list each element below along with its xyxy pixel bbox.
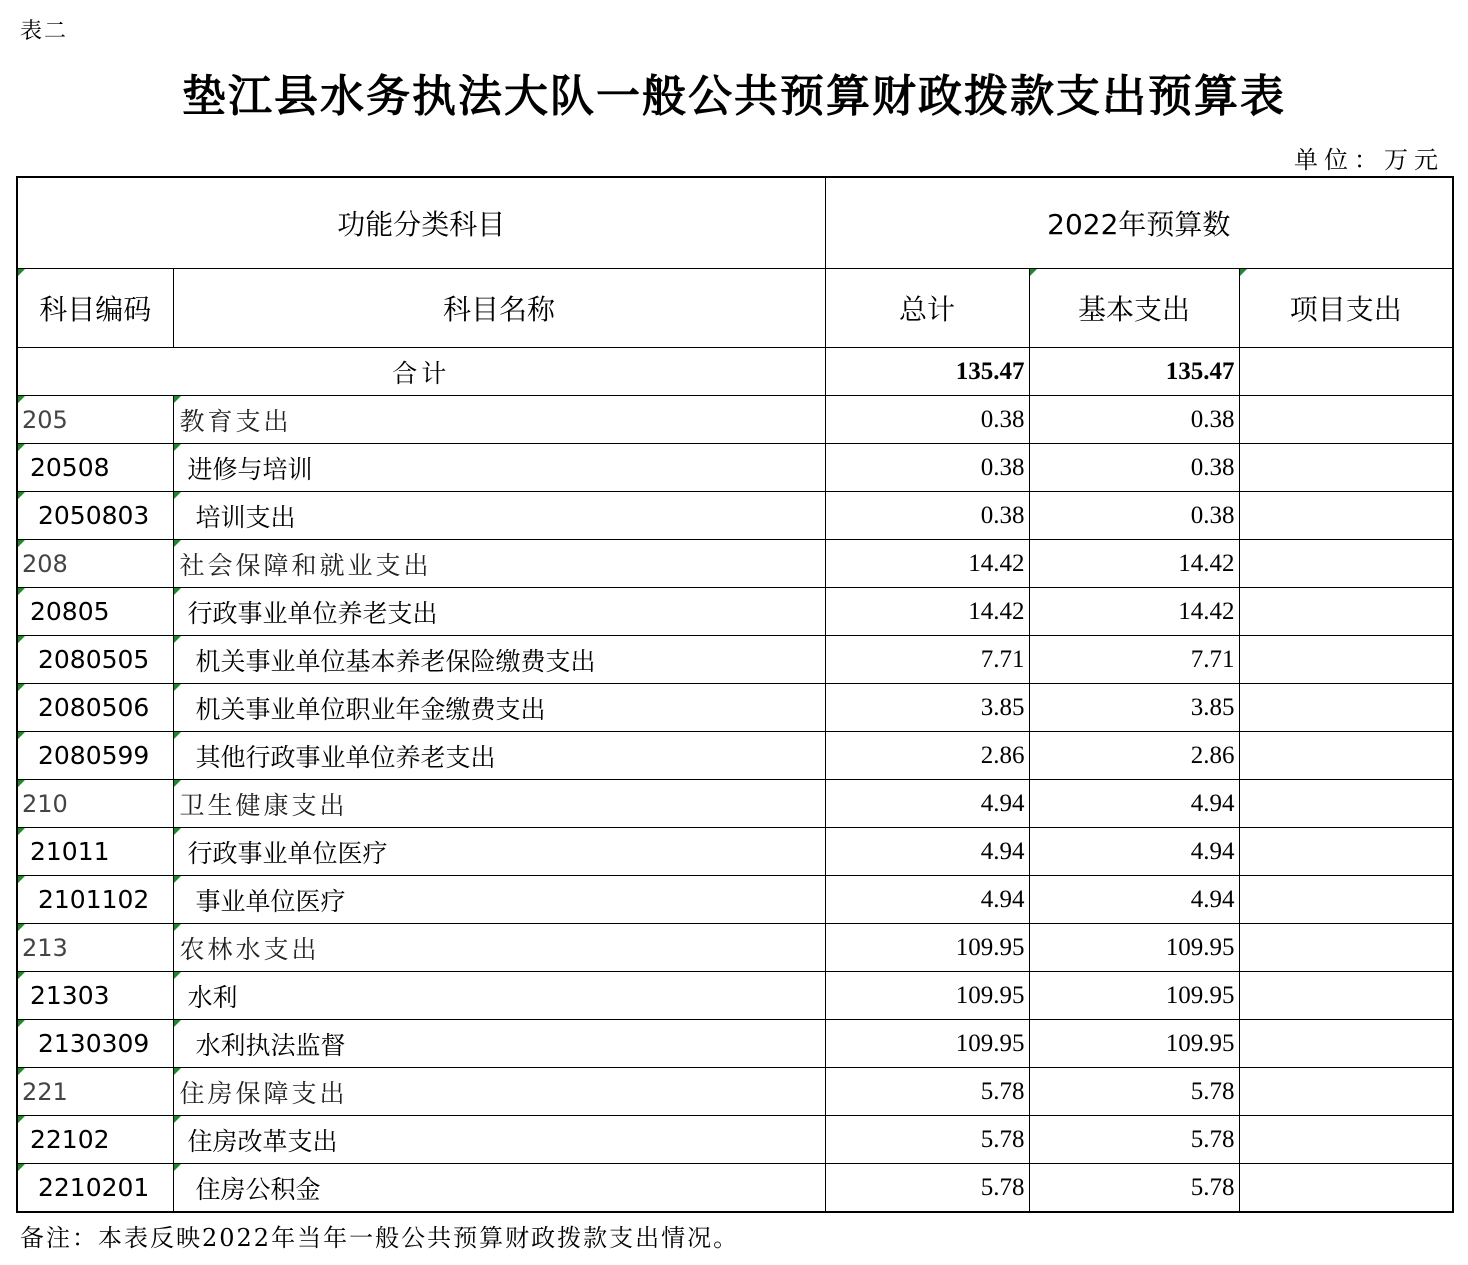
row-project — [1239, 492, 1453, 540]
row-basic: 109.95 — [1029, 924, 1239, 972]
row-basic: 109.95 — [1029, 1020, 1239, 1068]
row-total: 0.38 — [825, 396, 1029, 444]
row-code: 205 — [17, 396, 173, 444]
table-row — [17, 588, 1453, 636]
row-basic: 5.78 — [1029, 1068, 1239, 1116]
row-name: 住房改革支出 — [173, 1116, 825, 1164]
row-basic: 2.86 — [1029, 732, 1239, 780]
row-name: 培训支出 — [173, 492, 825, 540]
row-code: 213 — [17, 924, 173, 972]
row-total: 5.78 — [825, 1068, 1029, 1116]
row-project — [1239, 636, 1453, 684]
row-code: 210 — [17, 780, 173, 828]
table-row — [17, 780, 1453, 828]
row-code: 20508 — [17, 444, 173, 492]
row-code: 2080599 — [17, 732, 173, 780]
table-row — [17, 540, 1453, 588]
table-row — [17, 1116, 1453, 1164]
row-total: 0.38 — [825, 492, 1029, 540]
row-code: 2101102 — [17, 876, 173, 924]
row-basic: 5.78 — [1029, 1116, 1239, 1164]
total-basic: 135.47 — [1029, 348, 1239, 396]
row-project — [1239, 1164, 1453, 1213]
row-name: 行政事业单位医疗 — [173, 828, 825, 876]
header-row-2 — [17, 269, 1453, 348]
row-name: 机关事业单位职业年金缴费支出 — [173, 684, 825, 732]
row-basic: 5.78 — [1029, 1164, 1239, 1213]
footnote: 备注：本表反映2022年当年一般公共预算财政拨款支出情况。 — [20, 1224, 740, 1252]
row-project — [1239, 396, 1453, 444]
row-name: 农林水支出 — [173, 924, 825, 972]
row-project — [1239, 1116, 1453, 1164]
table-row — [17, 876, 1453, 924]
row-code: 21011 — [17, 828, 173, 876]
row-total: 5.78 — [825, 1116, 1029, 1164]
row-project — [1239, 732, 1453, 780]
row-name: 卫生健康支出 — [173, 780, 825, 828]
row-name: 教育支出 — [173, 396, 825, 444]
row-name: 社会保障和就业支出 — [173, 540, 825, 588]
row-code: 221 — [17, 1068, 173, 1116]
total-sum: 135.47 — [825, 348, 1029, 396]
row-basic: 4.94 — [1029, 828, 1239, 876]
table-row — [17, 1068, 1453, 1116]
total-project — [1239, 348, 1453, 396]
row-total: 7.71 — [825, 636, 1029, 684]
table-row — [17, 684, 1453, 732]
row-code: 2080505 — [17, 636, 173, 684]
row-total: 0.38 — [825, 444, 1029, 492]
row-project — [1239, 540, 1453, 588]
row-code: 2210201 — [17, 1164, 173, 1213]
row-code: 2050803 — [17, 492, 173, 540]
header-project: 项目支出 — [1239, 269, 1453, 348]
row-project — [1239, 1068, 1453, 1116]
row-total: 109.95 — [825, 972, 1029, 1020]
row-basic: 0.38 — [1029, 396, 1239, 444]
row-project — [1239, 828, 1453, 876]
row-total: 14.42 — [825, 540, 1029, 588]
row-project — [1239, 972, 1453, 1020]
row-project — [1239, 876, 1453, 924]
row-basic: 4.94 — [1029, 780, 1239, 828]
row-basic: 109.95 — [1029, 972, 1239, 1020]
table-label: 表二 — [20, 19, 69, 44]
table-row — [17, 972, 1453, 1020]
row-total: 109.95 — [825, 924, 1029, 972]
row-total: 4.94 — [825, 876, 1029, 924]
budget-table — [16, 176, 1454, 1213]
row-name: 进修与培训 — [173, 444, 825, 492]
row-total: 4.94 — [825, 780, 1029, 828]
table-body — [17, 396, 1453, 1213]
header-budget-year: 2022年预算数 — [825, 177, 1453, 269]
table-row — [17, 924, 1453, 972]
row-name: 住房公积金 — [173, 1164, 825, 1213]
table-row — [17, 732, 1453, 780]
row-basic: 14.42 — [1029, 540, 1239, 588]
table-row — [17, 1020, 1453, 1068]
row-basic: 4.94 — [1029, 876, 1239, 924]
row-basic: 0.38 — [1029, 492, 1239, 540]
row-basic: 3.85 — [1029, 684, 1239, 732]
unit-label: 单位：万元 — [1294, 146, 1444, 174]
table-row — [17, 396, 1453, 444]
row-project — [1239, 924, 1453, 972]
header-function-category: 功能分类科目 — [17, 177, 825, 269]
row-project — [1239, 1020, 1453, 1068]
row-code: 2130309 — [17, 1020, 173, 1068]
row-name: 事业单位医疗 — [173, 876, 825, 924]
row-total: 14.42 — [825, 588, 1029, 636]
row-project — [1239, 444, 1453, 492]
row-project — [1239, 780, 1453, 828]
header-total: 总计 — [825, 269, 1029, 348]
row-project — [1239, 684, 1453, 732]
table-row — [17, 1164, 1453, 1213]
table-row — [17, 492, 1453, 540]
total-label: 合计 — [17, 348, 825, 396]
row-total: 4.94 — [825, 828, 1029, 876]
row-total: 5.78 — [825, 1164, 1029, 1213]
header-row-1 — [17, 177, 1453, 269]
row-total: 3.85 — [825, 684, 1029, 732]
header-code: 科目编码 — [17, 269, 173, 348]
header-name: 科目名称 — [173, 269, 825, 348]
row-code: 22102 — [17, 1116, 173, 1164]
row-name: 其他行政事业单位养老支出 — [173, 732, 825, 780]
row-basic: 0.38 — [1029, 444, 1239, 492]
table-row — [17, 444, 1453, 492]
row-code: 208 — [17, 540, 173, 588]
row-basic: 14.42 — [1029, 588, 1239, 636]
row-total: 109.95 — [825, 1020, 1029, 1068]
row-name: 水利执法监督 — [173, 1020, 825, 1068]
row-code: 2080506 — [17, 684, 173, 732]
row-code: 20805 — [17, 588, 173, 636]
row-name: 住房保障支出 — [173, 1068, 825, 1116]
header-basic: 基本支出 — [1029, 269, 1239, 348]
row-name: 水利 — [173, 972, 825, 1020]
row-basic: 7.71 — [1029, 636, 1239, 684]
table-row — [17, 636, 1453, 684]
row-name: 机关事业单位基本养老保险缴费支出 — [173, 636, 825, 684]
total-row — [17, 348, 1453, 396]
page-title: 垫江县水务执法大队一般公共预算财政拨款支出预算表 — [182, 71, 1286, 122]
row-total: 2.86 — [825, 732, 1029, 780]
row-project — [1239, 588, 1453, 636]
table-row — [17, 828, 1453, 876]
row-code: 21303 — [17, 972, 173, 1020]
row-name: 行政事业单位养老支出 — [173, 588, 825, 636]
